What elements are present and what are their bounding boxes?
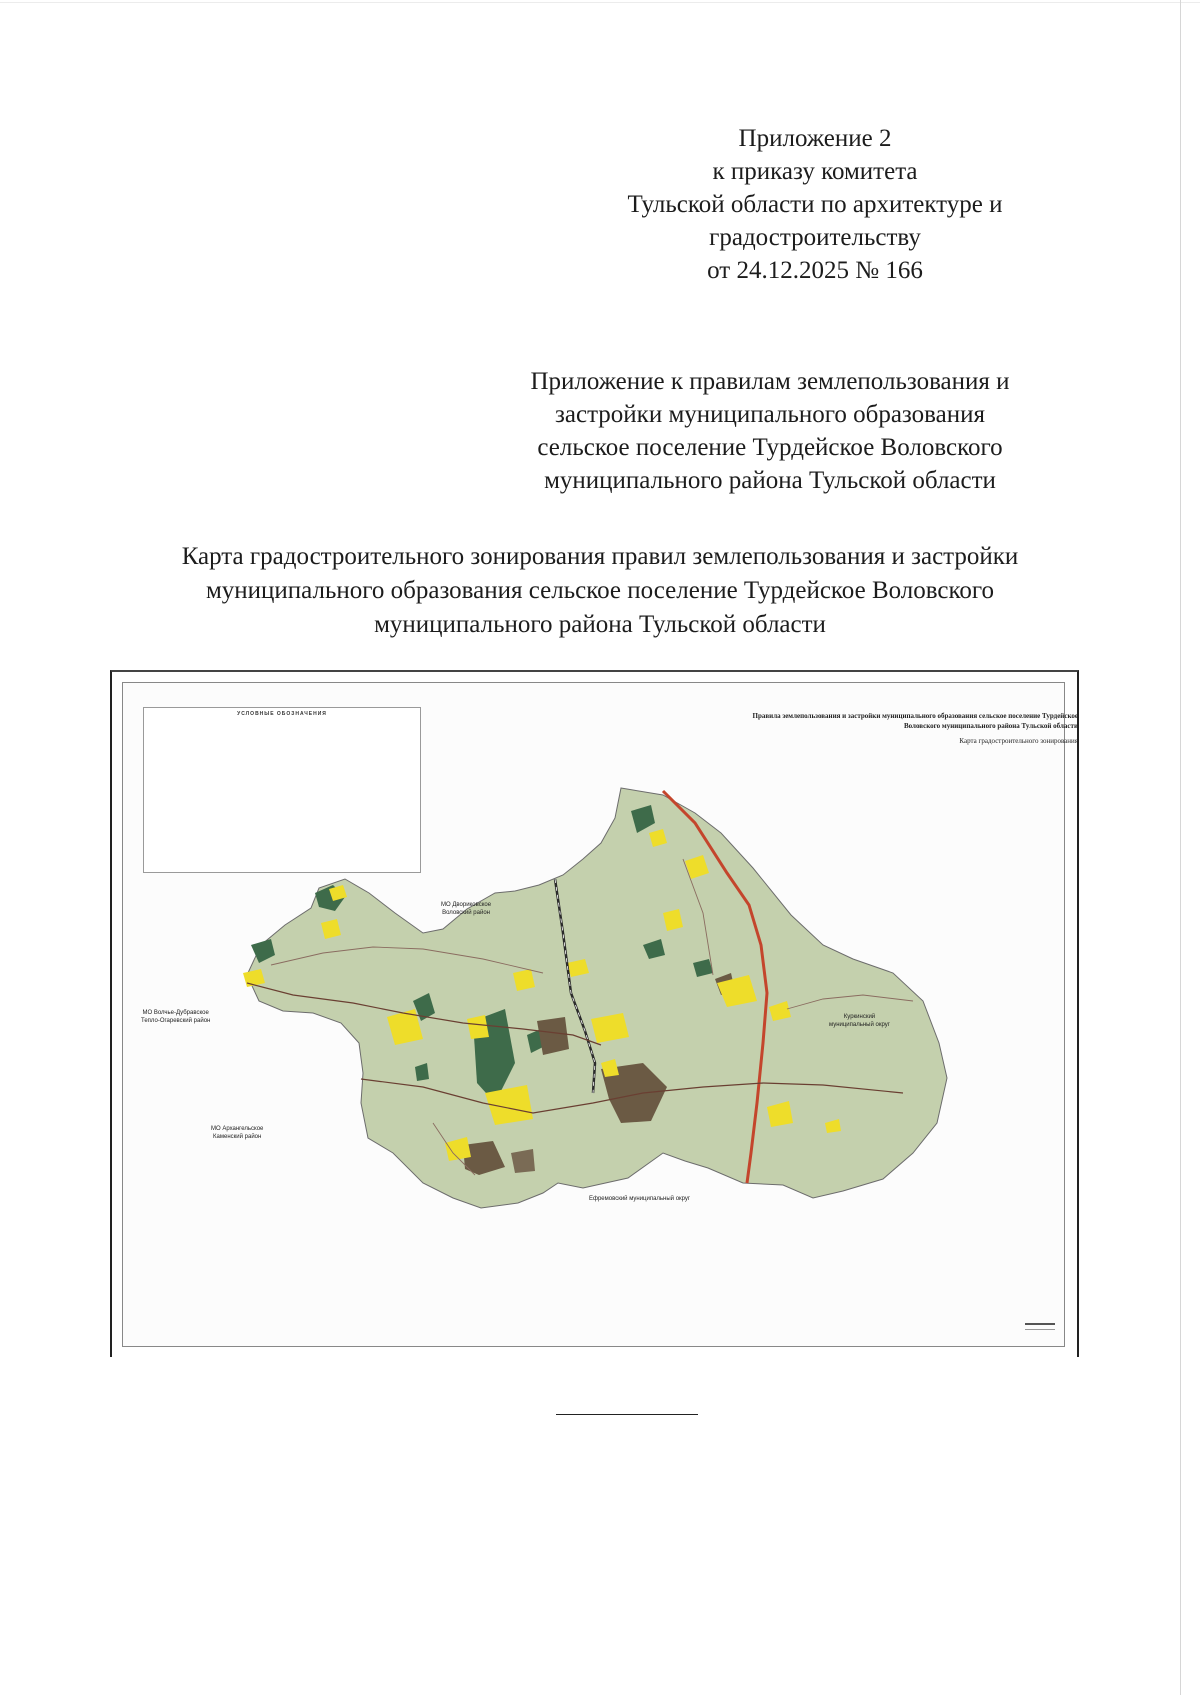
neighbour-label-line: МО Двориковское xyxy=(441,902,492,908)
map-subheading: Карта градостроительного зонирования xyxy=(959,737,1078,745)
zoning-map-figure xyxy=(110,670,1079,1357)
document-title-line: муниципального образования сельское поселение Турдейское Воловского xyxy=(205,577,995,604)
scan-edge xyxy=(1180,0,1181,1695)
neighbour-label-line: Ефремовский муниципальный округ xyxy=(589,1196,691,1202)
map-heading-line: Воловского муниципального района Тульской области xyxy=(903,722,1078,730)
map-heading xyxy=(683,711,1078,731)
neighbour-label-southwest xyxy=(211,1125,263,1141)
legend-title: УСЛОВНЫЕ ОБОЗНАЧЕНИЯ xyxy=(237,711,327,717)
appendix-line: градостроительству xyxy=(709,224,921,251)
neighbour-label-line: Воловский район xyxy=(442,910,490,916)
neighbour-label-north xyxy=(441,901,491,917)
neighbour-label-line: Тепло-Огаревский район xyxy=(141,1018,211,1024)
map-legend xyxy=(143,707,421,873)
neighbour-label-east xyxy=(829,1013,890,1029)
appendix-line: Приложение 2 xyxy=(738,125,892,152)
rules-appendix-header xyxy=(480,365,1060,497)
settlement-zone xyxy=(513,969,535,991)
document-title-line: Карта градостроительного зонирования правил землепользования и застройки xyxy=(181,543,1019,570)
map-heading-line: Правила землепользования и застройки муниципального образования сельское поселение Турдейское xyxy=(752,712,1078,720)
neighbour-label-line: МО Волчье-Дубравское xyxy=(142,1010,209,1016)
rules-appendix-line: Приложение к правилам землепользования и xyxy=(530,368,1010,395)
neighbour-label-south xyxy=(589,1195,690,1203)
appendix-line: Тульской области по архитектуре и xyxy=(627,191,1003,218)
document-title-line: муниципального района Тульской области xyxy=(374,611,826,638)
scan-edge xyxy=(0,2,1200,3)
neighbour-label-line: МО Архангельское xyxy=(211,1126,264,1132)
neighbour-label-line: Каменский район xyxy=(213,1134,262,1140)
neighbour-label-line: Куркинский xyxy=(843,1014,876,1020)
rules-appendix-line: сельское поселение Турдейское Воловского xyxy=(537,434,1003,461)
appendix-header xyxy=(580,122,1050,287)
appendix-line: от 24.12.2025 № 166 xyxy=(707,257,923,284)
neighbour-label-west xyxy=(141,1009,210,1025)
document-title xyxy=(90,540,1110,642)
special-zone xyxy=(511,1149,535,1173)
neighbour-label-line: муниципальный округ xyxy=(829,1022,890,1028)
scale-bar xyxy=(1023,1321,1059,1335)
map-frame xyxy=(122,682,1078,1347)
closing-rule xyxy=(556,1414,698,1415)
appendix-line: к приказу комитета xyxy=(712,158,918,185)
rules-appendix-line: застройки муниципального образования xyxy=(555,401,985,428)
rules-appendix-line: муниципального района Тульской области xyxy=(544,467,996,494)
